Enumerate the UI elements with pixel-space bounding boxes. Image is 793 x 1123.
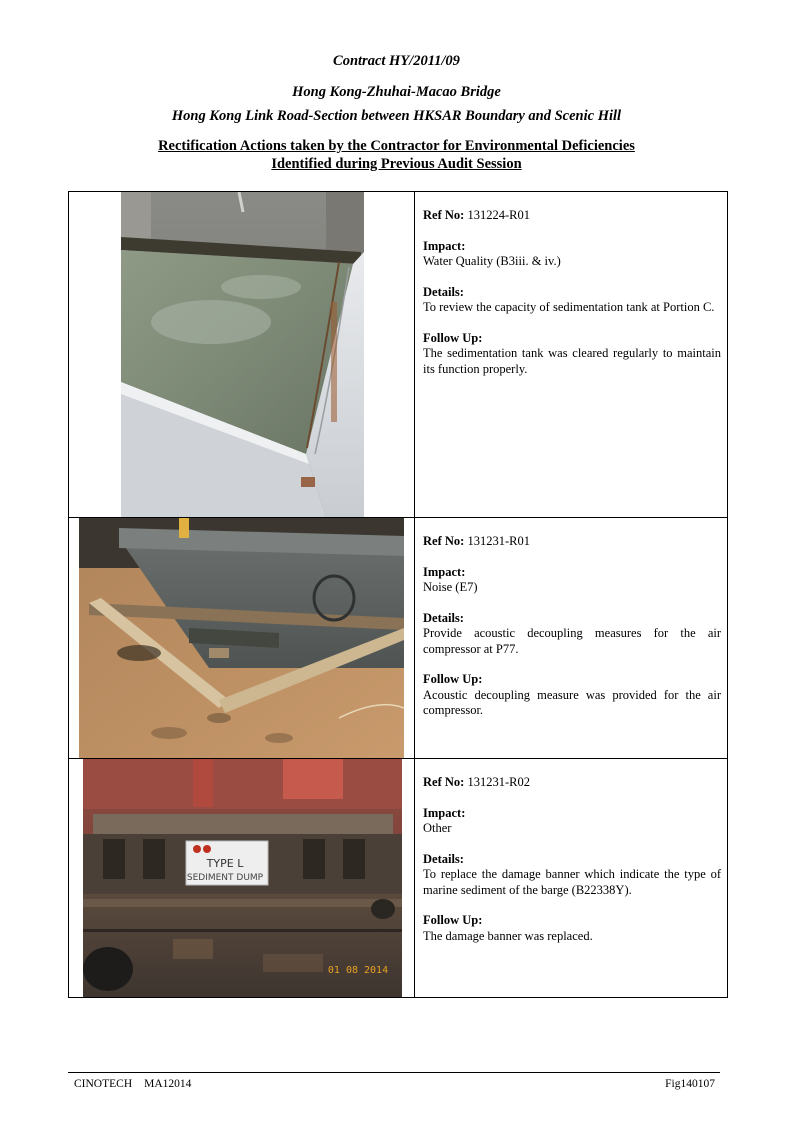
impact-value: Other — [423, 821, 452, 835]
details-value: To review the capacity of sedimentation tank at Portion C. — [423, 300, 715, 314]
details-value: Provide acoustic decoupling measures for the air compressor at P77. — [423, 626, 721, 656]
impact-field — [423, 239, 721, 270]
footer-divider — [68, 1072, 720, 1073]
follow-up-value: The damage banner was replaced. — [423, 928, 593, 943]
details-field — [423, 611, 721, 658]
details-label: Details: — [423, 284, 464, 299]
entry-details-1 — [423, 208, 721, 392]
details-value: To replace the damage banner which indicate the type of marine sediment of the barge (B22338Y). — [423, 867, 721, 897]
photo-air-compressor — [79, 518, 404, 758]
ref-no-value: 131224-R01 — [467, 208, 530, 222]
follow-up-field — [423, 913, 721, 944]
follow-up-label: Follow Up: — [423, 672, 483, 686]
follow-up-label: Follow Up: — [423, 330, 483, 345]
ref-no-value: 131231-R02 — [467, 775, 530, 789]
banner-type-text: TYPE L — [206, 857, 244, 870]
follow-up-value: Acoustic decoupling measure was provided for the air compressor. — [423, 687, 721, 717]
ref-no-field — [423, 208, 721, 224]
footer-figure: Fig140107 — [665, 1078, 715, 1090]
ref-no-field — [423, 775, 721, 791]
photo-sedimentation-tank — [121, 192, 364, 517]
ref-no-value: 131231-R01 — [467, 534, 530, 548]
ref-no-field — [423, 534, 721, 550]
details-field — [423, 285, 721, 316]
follow-up-field — [423, 331, 721, 378]
follow-up-value: The sedimentation tank was cleared regularly to maintain its function properly. — [423, 346, 721, 376]
footer-company: CINOTECH — [74, 1078, 133, 1090]
ref-no-label: Ref No: — [423, 775, 465, 789]
photo-timestamp: 01 08 2014 — [327, 965, 389, 976]
details-label: Details: — [423, 851, 464, 866]
impact-label: Impact: — [423, 564, 466, 579]
impact-label: Impact: — [423, 805, 466, 820]
impact-value: Water Quality (B3iii. & iv.) — [423, 254, 561, 268]
details-field — [423, 852, 721, 899]
photo-cell — [69, 759, 415, 998]
deficiency-table — [68, 191, 728, 998]
ref-no-label: Ref No: — [423, 208, 465, 222]
project-title: Hong Kong-Zhuhai-Macao Bridge — [292, 84, 501, 100]
project-subtitle: Hong Kong Link Road-Section between HKSAR Boundary and Scenic Hill — [171, 108, 622, 124]
contract-number: Contract HY/2011/09 — [333, 53, 460, 69]
ref-no-label: Ref No: — [423, 534, 465, 548]
entry-details-3 — [423, 775, 721, 959]
banner-sediment-text: SEDIMENT DUMP — [186, 873, 264, 883]
impact-field — [423, 806, 721, 837]
table-row — [69, 759, 727, 998]
photo-barge-banner — [83, 759, 402, 997]
entry-details-2 — [423, 534, 721, 734]
footer-left — [74, 1078, 191, 1090]
follow-up-label: Follow Up: — [423, 913, 483, 927]
impact-label: Impact: — [423, 238, 466, 253]
details-label: Details: — [423, 610, 464, 625]
table-row — [69, 518, 727, 759]
impact-field — [423, 565, 721, 596]
photo-cell — [69, 192, 415, 517]
photo-cell — [69, 518, 415, 758]
table-row — [69, 192, 727, 518]
impact-value: Noise (E7) — [423, 580, 478, 594]
page-heading-line-1: Rectification Actions taken by the Contractor for Environmental Deficiencies — [158, 138, 635, 154]
page-heading-line-2: Identified during Previous Audit Session — [271, 156, 522, 172]
footer-report: MA12014 — [144, 1078, 192, 1090]
follow-up-field — [423, 672, 721, 719]
page-heading — [0, 137, 793, 173]
